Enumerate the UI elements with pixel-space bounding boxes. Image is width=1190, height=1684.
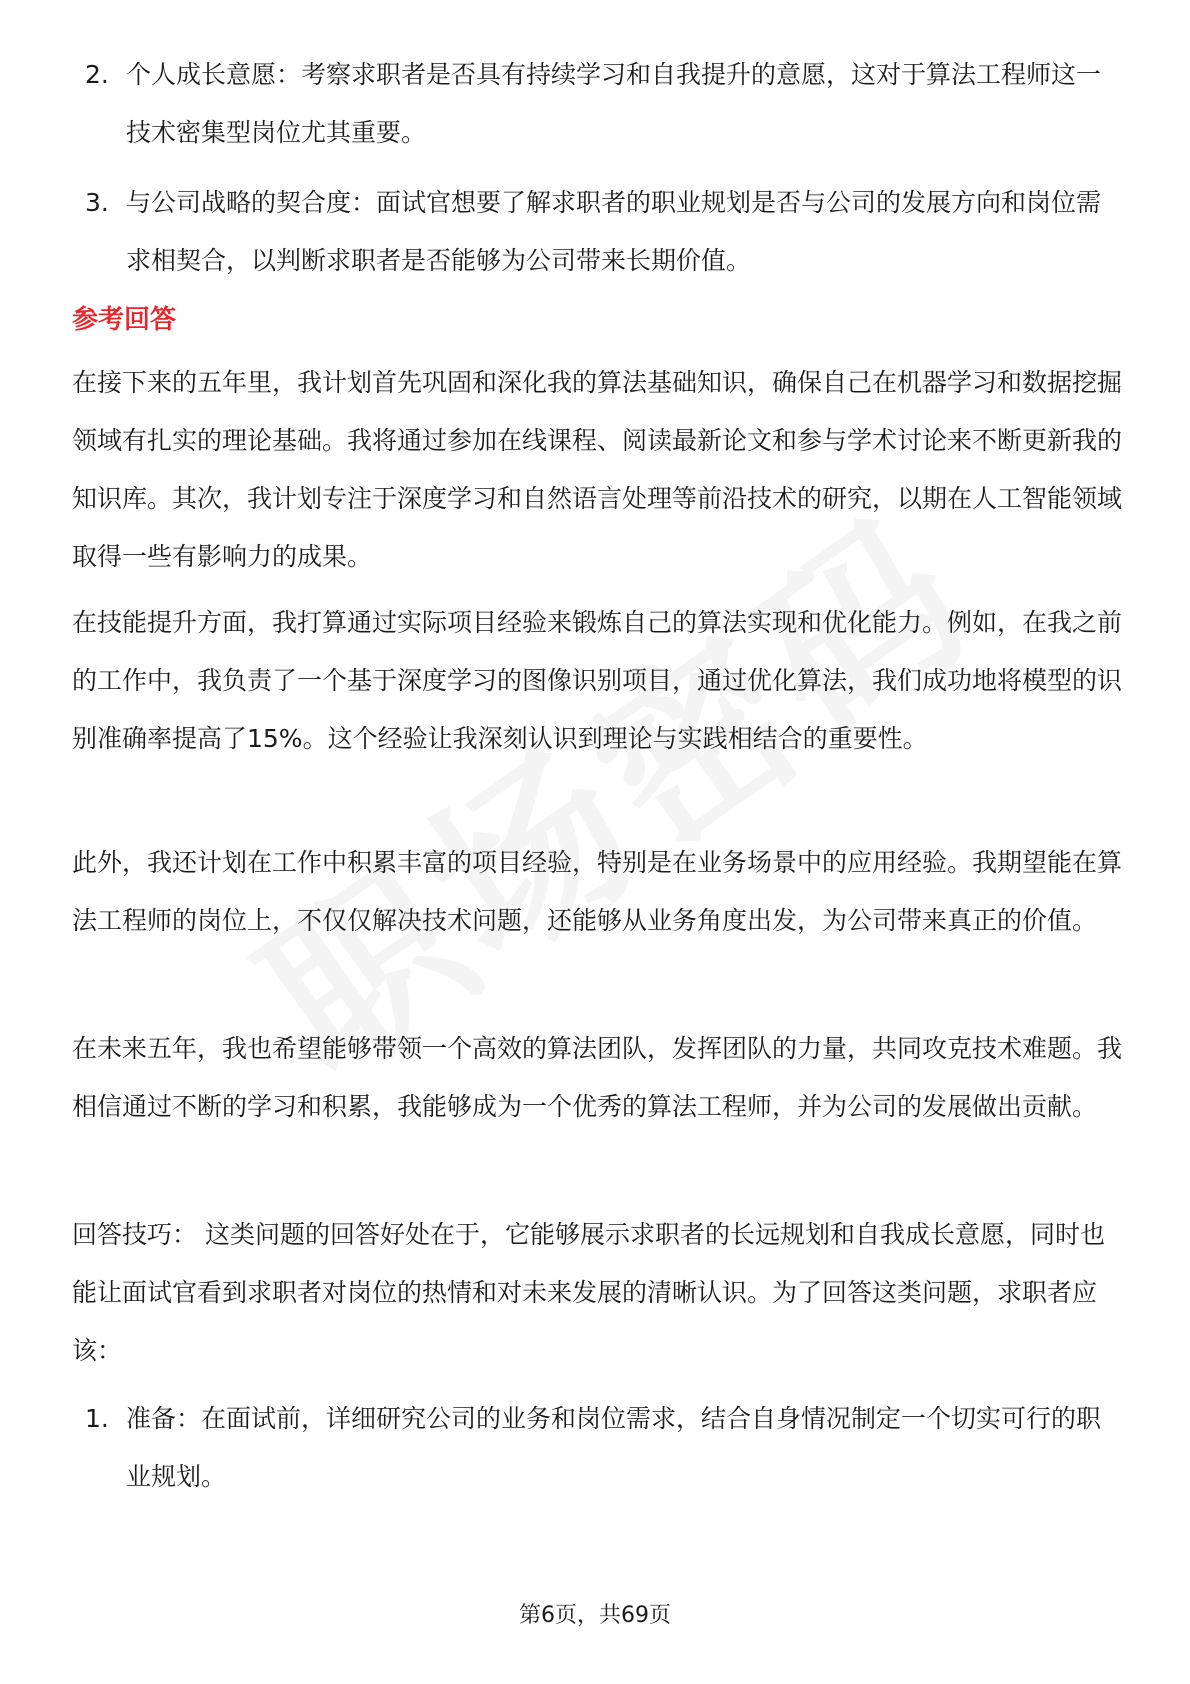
list-item-text: 准备：在面试前，详细研究公司的业务和岗位需求，结合自身情况制定一个切实可行的职业规划。	[126, 1404, 1102, 1491]
page-footer: 第6页，共69页	[519, 1603, 671, 1628]
list-item-number: 3.	[85, 188, 109, 217]
list-item-number: 2.	[85, 60, 109, 89]
paragraph: 在未来五年，我也希望能够带领一个高效的算法团队，发挥团队的力量，共同攻克技术难题。我相信通过不断的学习和积累，我能够成为一个优秀的算法工程师，并为公司的发展做出贡献。	[72, 1034, 1123, 1121]
list-item-text: 个人成长意愿：考察求职者是否具有持续学习和自我提升的意愿，这对于算法工程师这一技术密集型岗位尤其重要。	[126, 60, 1102, 147]
paragraph: 在技能提升方面，我打算通过实际项目经验来锻炼自己的算法实现和优化能力。例如，在我之前的工作中，我负责了一个基于深度学习的图像识别项目，通过优化算法，我们成功地将模型的识别准确率提高了15%。这个经验让我深刻认识到理论与实践相结合的重要性。	[72, 608, 1123, 753]
list-item-number: 1.	[85, 1404, 109, 1433]
list-item-text: 与公司战略的契合度：面试官想要了解求职者的职业规划是否与公司的发展方向和岗位需求相契合，以判断求职者是否能够为公司带来长期价值。	[126, 188, 1102, 275]
paragraph: 在接下来的五年里，我计划首先巩固和深化我的算法基础知识，确保自己在机器学习和数据挖掘领域有扎实的理论基础。我将通过参加在线课程、阅读最新论文和参与学术讨论来不断更新我的知识库。其次，我计划专注于深度学习和自然语言处理等前沿技术的研究，以期在人工智能领域取得一些有影响力的成果。	[72, 368, 1123, 571]
section-heading: 参考回答	[72, 305, 177, 335]
paragraph: 此外，我还计划在工作中积累丰富的项目经验，特别是在业务场景中的应用经验。我期望能在算法工程师的岗位上，不仅仅解决技术问题，还能够从业务角度出发，为公司带来真正的价值。	[72, 848, 1123, 935]
paragraph: 回答技巧： 这类问题的回答好处在于，它能够展示求职者的长远规划和自我成长意愿，同时也能让面试官看到求职者对岗位的热情和对未来发展的清晰认识。为了回答这类问题，求职者应该：	[72, 1220, 1105, 1365]
